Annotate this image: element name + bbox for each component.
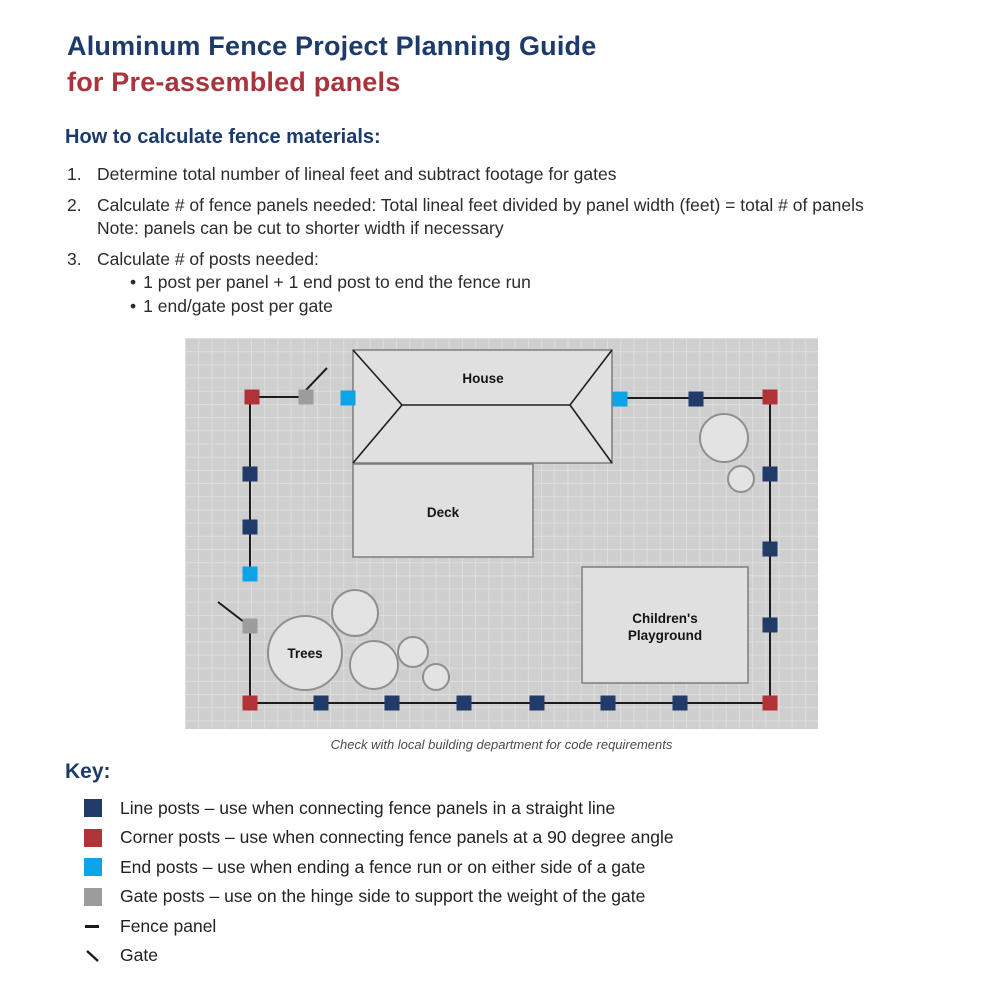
step-number: 1. <box>67 164 82 184</box>
step-text: Determine total number of lineal feet and subtract footage for gates <box>97 164 617 184</box>
end-post <box>613 392 628 407</box>
line-post <box>243 520 258 535</box>
bullet-marker: • <box>130 272 137 292</box>
tree-circle <box>423 664 449 690</box>
key-heading: Key: <box>65 760 111 783</box>
line-post <box>763 618 778 633</box>
gate-post <box>243 619 258 634</box>
key-section <box>65 760 674 976</box>
page-title: Aluminum Fence Project Planning Guide <box>67 31 597 61</box>
step-text: Calculate # of posts needed: <box>97 248 319 269</box>
key-row-line-posts <box>65 799 674 817</box>
step-note: Note: panels can be cut to shorter width if necessary <box>97 218 504 238</box>
site-plan-diagram <box>185 338 818 729</box>
deck-label: Deck <box>426 505 460 520</box>
gate-icon <box>84 947 102 965</box>
step-number: 2. <box>67 194 82 215</box>
gates <box>218 368 327 622</box>
corner-post <box>763 696 778 711</box>
key-label: Fence panel <box>120 915 217 936</box>
tree-circle <box>332 590 378 636</box>
gate-post-swatch <box>84 888 102 906</box>
corner-post-swatch <box>84 829 102 847</box>
instruction-step-3 <box>67 248 947 319</box>
playground-shape <box>582 567 748 683</box>
site-plan-svg <box>185 338 818 729</box>
step-bullet <box>97 295 947 319</box>
playground-label-line1: Children's <box>632 611 698 626</box>
tree-circle <box>350 641 398 689</box>
house-shape <box>353 350 612 463</box>
playground-label-line2: Playground <box>627 628 703 643</box>
key-row-gate <box>65 947 674 965</box>
corner-post <box>245 390 260 405</box>
key-label: Gate posts – use on the hinge side to support the weight of the gate <box>120 886 646 906</box>
key-row-corner-posts <box>65 829 674 847</box>
line-post <box>457 696 472 711</box>
bushes-group <box>700 414 754 492</box>
bush-circle <box>700 414 748 462</box>
key-row-gate-posts <box>65 888 674 906</box>
fence-panel-icon <box>84 917 102 935</box>
tree-circle <box>398 637 428 667</box>
page-subtitle: for Pre-assembled panels <box>67 67 401 97</box>
line-post <box>385 696 400 711</box>
bullet-text: 1 end/gate post per gate <box>143 295 333 316</box>
end-post <box>243 567 258 582</box>
instruction-step-1 <box>67 163 947 187</box>
trees-label: Trees <box>287 646 323 661</box>
line-post <box>314 696 329 711</box>
gate-post <box>299 390 314 405</box>
diagram-caption: Check with local building department for code requirements <box>330 737 673 752</box>
line-post <box>601 696 616 711</box>
house-label: House <box>462 371 504 386</box>
bullet-text: 1 post per panel + 1 end post to end the fence run <box>143 272 531 292</box>
end-post <box>341 391 356 406</box>
key-label: End posts – use when ending a fence run or on either side of a gate <box>120 856 646 877</box>
header <box>67 28 596 100</box>
line-post <box>763 467 778 482</box>
bush-circle <box>728 466 754 492</box>
trees-group <box>268 590 449 690</box>
step-bullet <box>97 271 947 295</box>
corner-post <box>243 696 258 711</box>
key-row-end-posts <box>65 858 674 876</box>
gate-line <box>306 368 327 390</box>
instructions-list <box>67 163 947 325</box>
gate-line <box>218 602 244 622</box>
instruction-step-2 <box>67 194 947 241</box>
key-row-fence-panel <box>65 917 674 935</box>
line-post <box>530 696 545 711</box>
deck-shape <box>353 464 533 557</box>
line-post <box>243 467 258 482</box>
corner-post <box>763 390 778 405</box>
key-label: Gate <box>120 945 158 965</box>
line-post <box>763 542 778 557</box>
end-post-swatch <box>84 858 102 876</box>
line-post-swatch <box>84 799 102 817</box>
bullet-marker: • <box>130 295 137 316</box>
step-number: 3. <box>67 248 82 269</box>
key-label: Line posts – use when connecting fence panels in a straight line <box>120 797 616 818</box>
line-post <box>689 392 704 407</box>
line-post <box>673 696 688 711</box>
instructions-heading: How to calculate fence materials: <box>65 126 381 148</box>
step-text: Calculate # of fence panels needed: Total lineal feet divided by panel width (feet) = total # of panels <box>97 194 864 215</box>
key-label: Corner posts – use when connecting fence panels at a 90 degree angle <box>120 827 674 847</box>
